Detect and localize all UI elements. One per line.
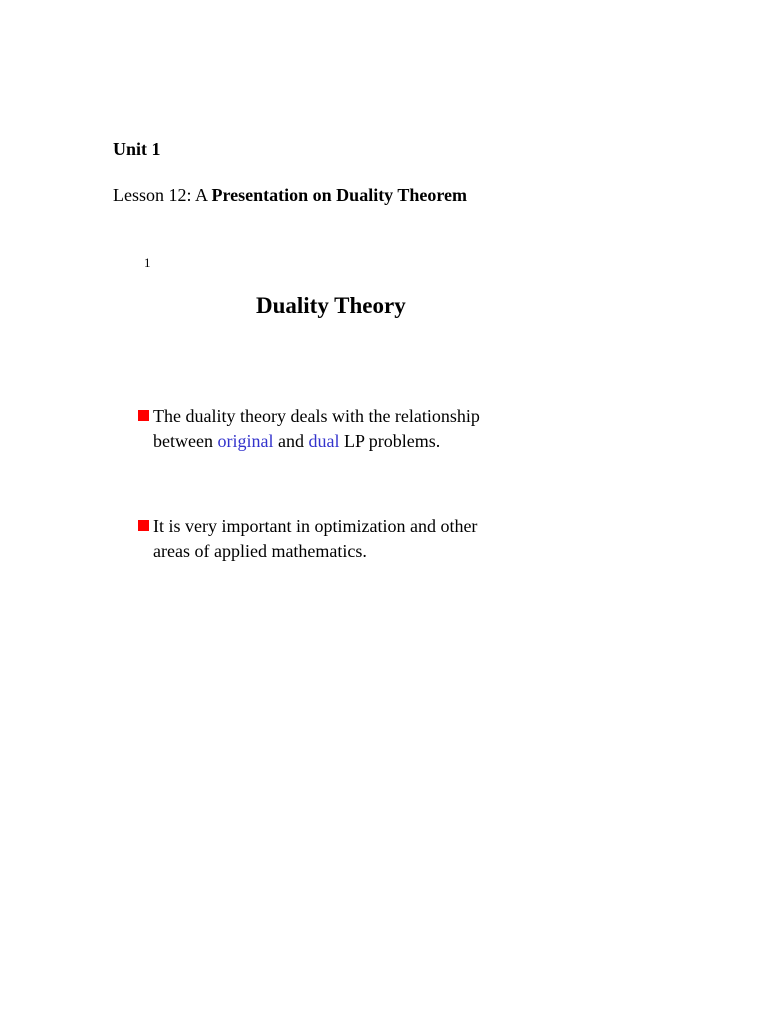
term-dual: dual (308, 431, 340, 451)
bullet-text (153, 514, 558, 564)
bullet-line-2-middle: and (273, 431, 309, 451)
bullet-line-2-after: LP problems. (339, 431, 441, 451)
slide-title: Duality Theory (256, 293, 406, 318)
lesson-heading (113, 184, 467, 206)
bullet-item-duality-relationship (138, 404, 558, 454)
bullet-item-importance (138, 514, 558, 564)
bullet-square-icon (138, 520, 149, 531)
lesson-prefix: Lesson 12: A (113, 185, 212, 205)
bullet-line-1: The duality theory deals with the relationship (153, 406, 480, 426)
bullet-line-1: It is very important in optimization and other (153, 516, 478, 536)
bullet-line-2: areas of applied mathematics. (153, 541, 367, 561)
slide-number: 1 (144, 255, 151, 270)
bullet-line-2-before: between (153, 431, 218, 451)
bullet-square-icon (138, 410, 149, 421)
bullet-line-2 (153, 429, 558, 454)
lesson-title: Presentation on Duality Theorem (211, 185, 468, 205)
unit-heading: Unit 1 (113, 139, 161, 159)
term-original: original (217, 431, 274, 451)
bullet-text (153, 404, 558, 454)
